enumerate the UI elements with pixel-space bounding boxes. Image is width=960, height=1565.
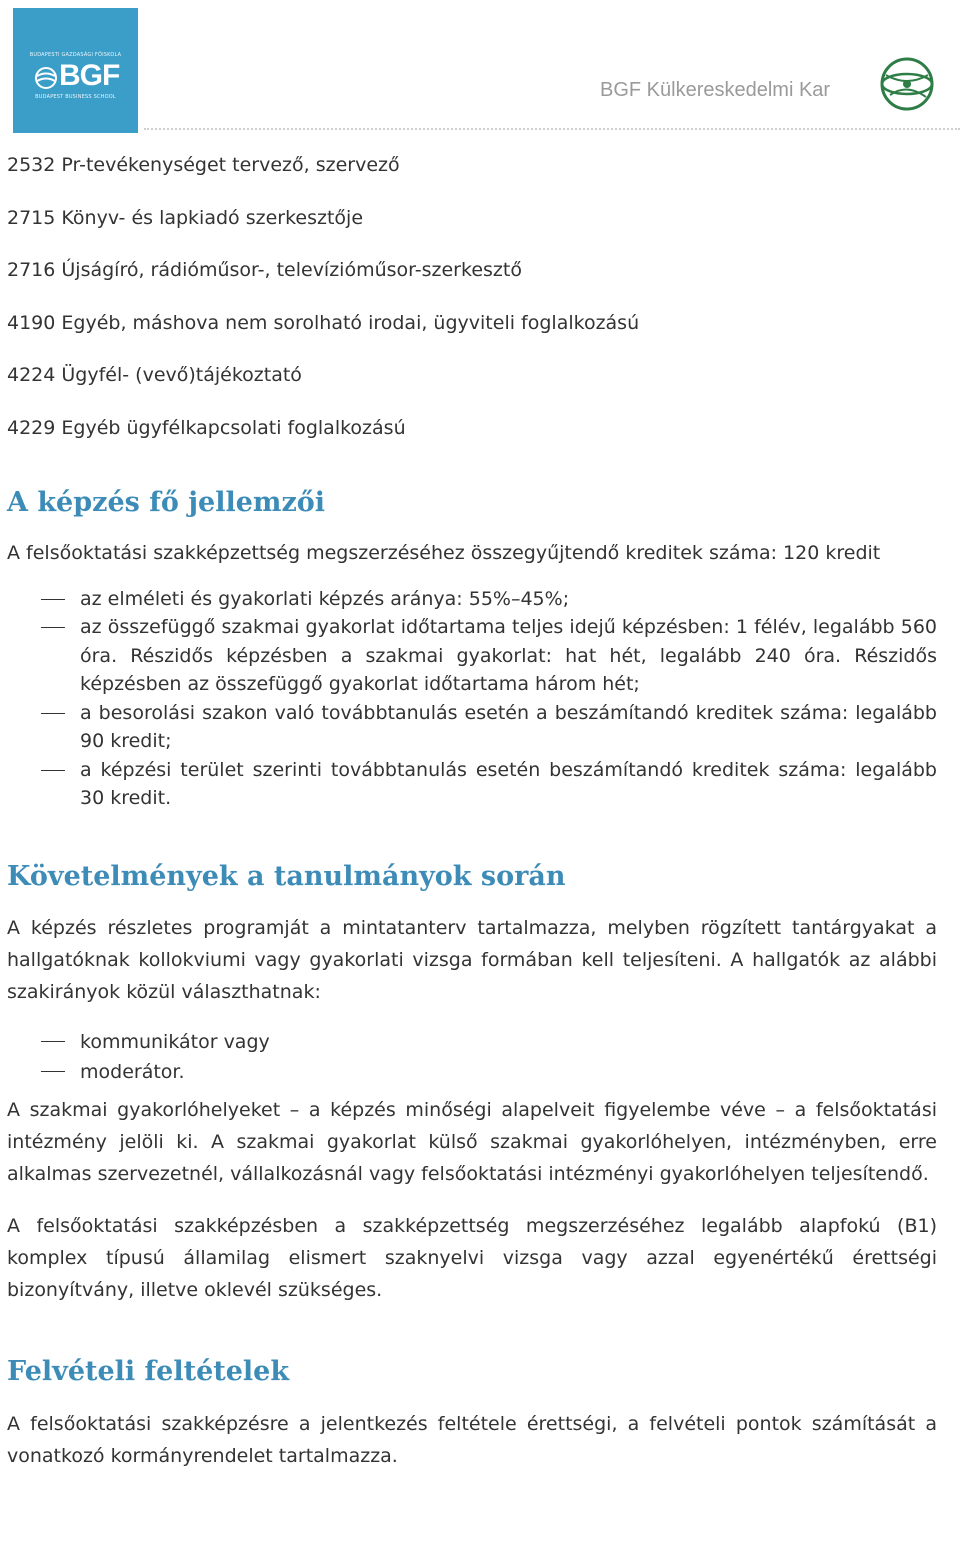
tracks-list bbox=[7, 1027, 937, 1087]
list-item: a képzési terület szerinti továbbtanulás esetén beszámítandó kreditek száma: legalább 30 kredit. bbox=[7, 756, 937, 813]
page-content bbox=[7, 152, 937, 1472]
logo-swoosh-icon bbox=[35, 67, 57, 89]
logo-letters: BGF bbox=[59, 59, 120, 92]
occupation-item: 4190 Egyéb, máshova nem sorolható irodai, ügyviteli foglalkozású bbox=[7, 311, 640, 334]
occupation-item: 4224 Ügyfél- (vevő)tájékoztató bbox=[7, 364, 302, 386]
occupation-list bbox=[7, 152, 937, 441]
occupation-item: 4229 Egyéb ügyfélkapcsolati foglalkozású bbox=[7, 416, 406, 439]
bgf-logo bbox=[13, 8, 138, 133]
occupation-item: 2715 Könyv- és lapkiadó szerkesztője bbox=[7, 206, 364, 229]
list-item: az elméleti és gyakorlati képzés aránya: 55%–45%; bbox=[7, 585, 937, 614]
faculty-name: BGF Külkereskedelmi Kar bbox=[600, 79, 831, 101]
heading-requirements: Követelmények a tanulmányok során bbox=[7, 860, 566, 892]
requirements-paragraph: A képzés részletes programját a mintatanterv tartalmazza, melyben rögzített tantárgyakat a hallgatóknak kollokviumi vagy gyakorlati vizsga formában kell teljesíteni. A hallgatók az alábbi szakirányok közül választhatnak: bbox=[7, 916, 937, 1003]
language-paragraph: A felsőoktatási szakképzésben a szakképzettség megszerzéséhez legalább alapfokú (B1) komplex típusú államilag elismert szaknyelvi vizsga vagy azzal egyenértékű érettségi bizonyítvány, illetve oklevél szükséges. bbox=[7, 1214, 937, 1301]
logo-mark bbox=[35, 61, 119, 95]
features-intro: A felsőoktatási szakképzettség megszerzéséhez összegyűjtendő kreditek száma: 120 kredit bbox=[7, 541, 881, 564]
list-item: az összefüggő szakmai gyakorlat időtartama teljes idejű képzésben: 1 félév, legalább 560 óra. Részidős képzésben a szakmai gyakorlat: hat hét, legalább 240 óra. Részidős képzésben az összefüggő gyakorlat időtartama három hét; bbox=[7, 613, 937, 699]
logo-top-text: BUDAPESTI GAZDASÁGI FŐISKOLA bbox=[29, 52, 122, 58]
heading-features: A képzés fő jellemzői bbox=[7, 486, 326, 518]
header-divider bbox=[144, 128, 960, 130]
admission-paragraph: A felsőoktatási szakképzésre a jelentkezés feltétele érettségi, a felvételi pontok számítását a vonatkozó kormányrendelet tartalmazza. bbox=[7, 1412, 937, 1467]
list-item: a besorolási szakon való továbbtanulás esetén a beszámítandó kreditek száma: legalább 90 kredit; bbox=[7, 699, 937, 756]
page-header bbox=[0, 0, 960, 140]
features-list bbox=[7, 585, 937, 813]
practice-paragraph: A szakmai gyakorlóhelyeket – a képzés minőségi alapelveit figyelembe véve – a felsőoktatási intézmény jelöli ki. A szakmai gyakorlat külső szakmai gyakorlóhelyen, intézményben, erre alkalmas szervezetnél, vállalkozásnál vagy felsőoktatási intézményi gyakorlóhelyen teljesítendő. bbox=[7, 1098, 937, 1185]
occupation-item: 2532 Pr-tevékenységet tervező, szervező bbox=[7, 154, 400, 176]
logo-bottom-text: BUDAPEST BUSINESS SCHOOL bbox=[35, 94, 116, 100]
heading-admission: Felvételi feltételek bbox=[7, 1355, 290, 1387]
list-item: moderátor. bbox=[7, 1057, 937, 1087]
occupation-item: 2716 Újságíró, rádióműsor-, televízióműsor-szerkesztő bbox=[7, 259, 522, 281]
list-item: kommunikátor vagy bbox=[7, 1027, 937, 1057]
globe-icon bbox=[880, 57, 934, 111]
